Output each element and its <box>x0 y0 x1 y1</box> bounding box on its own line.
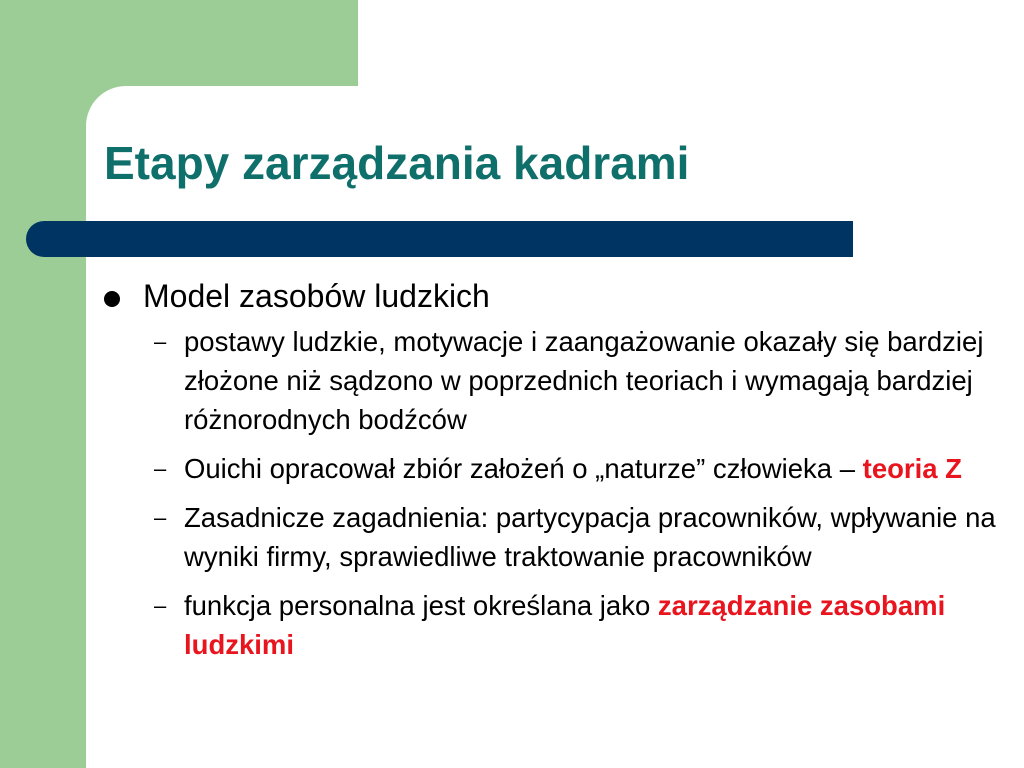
main-bullet-text: Model zasobów ludzkich <box>143 278 490 314</box>
sub-bullet-text <box>184 449 1002 488</box>
bullet-dot-icon <box>104 291 120 307</box>
dash-icon: – <box>154 593 167 618</box>
sub-bullet-plain-text: funkcja personalna jest określana jako <box>184 590 658 621</box>
main-bullet <box>104 276 1004 316</box>
sub-bullet-item <box>104 449 1004 488</box>
sub-bullet-text <box>184 322 1002 439</box>
sub-bullet-item <box>104 498 1004 576</box>
slide-content <box>104 276 1004 674</box>
dash-icon: – <box>154 505 167 530</box>
sub-bullet-plain-text: Ouichi opracował zbiór założeń o „naturze” człowieka – <box>184 453 863 484</box>
sub-bullet-highlight: teoria Z <box>862 453 962 484</box>
sub-bullet-item <box>104 586 1004 664</box>
title-underline-bar <box>26 221 853 257</box>
sub-bullet-plain-text: postawy ludzkie, motywacje i zaangażowanie okazały się bardziej złożone niż sądzono w poprzednich teoriach i wymagają bardziej różnorodnych bodźców <box>184 326 984 435</box>
sub-bullet-list <box>104 322 1004 664</box>
sub-bullet-text <box>184 586 1002 664</box>
sub-bullet-highlight: zarządzanie zasobami ludzkimi <box>184 590 946 660</box>
dash-icon: – <box>154 456 167 481</box>
sub-bullet-plain-text: Zasadnicze zagadnienia: partycypacja pracowników, wpływanie na wyniki firmy, sprawiedliwe traktowanie pracowników <box>184 502 996 572</box>
dash-icon: – <box>154 329 167 354</box>
slide-title: Etapy zarządzania kadrami <box>104 137 690 189</box>
sub-bullet-text <box>184 498 1002 576</box>
sub-bullet-item <box>104 322 1004 439</box>
